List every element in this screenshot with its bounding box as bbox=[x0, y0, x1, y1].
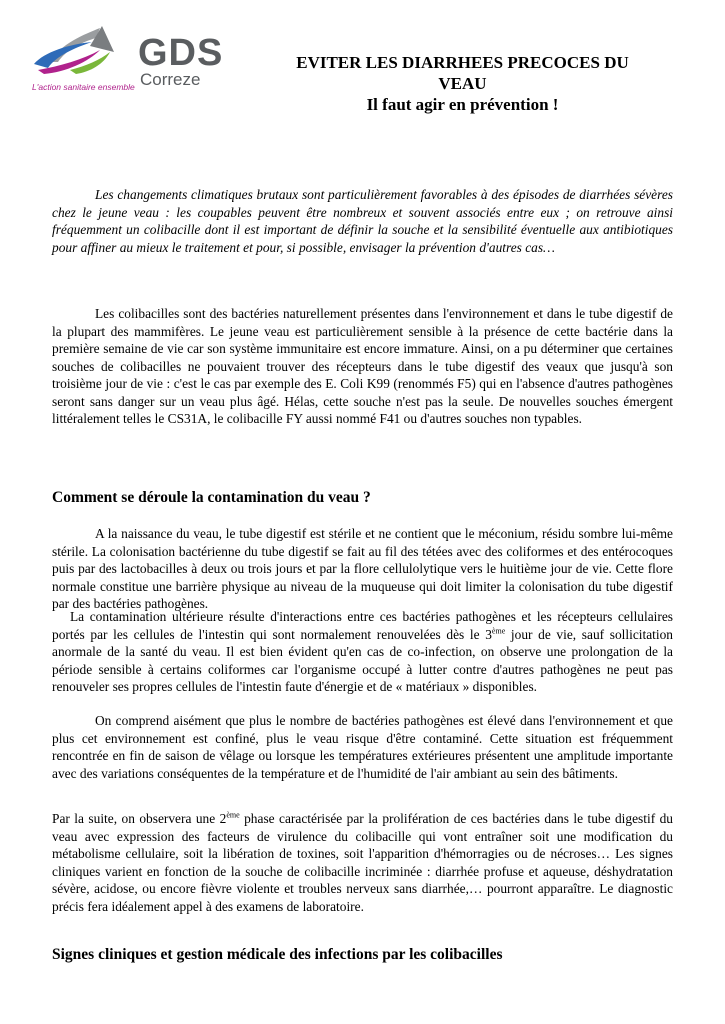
logo-tagline: L'action sanitaire ensemble bbox=[32, 82, 135, 92]
paragraph-deuxieme-phase bbox=[52, 810, 673, 915]
superscript-eme: ème bbox=[491, 626, 506, 636]
section-heading-signes-cliniques: Signes cliniques et gestion médicale des infections par les colibacilles bbox=[52, 946, 503, 963]
title-line-1: EVITER LES DIARRHEES PRECOCES DU bbox=[296, 53, 629, 72]
title-line-3: Il faut agir en prévention ! bbox=[366, 95, 559, 114]
logo-name: GDS bbox=[138, 32, 224, 74]
paragraph-naissance: A la naissance du veau, le tube digestif est stérile et ne contient que le méconium, résidu sombre lui-même stérile. La colonisation bactérienne du tube digestif se fait au fil des tétées avec des coliformes et des entérocoques puis par des lactobacilles à deux ou trois jours et par la flore cellulolytique vers le huitième jour de vie. Cette flore normale constitue une barrière physique au niveau de la muqueuse qui doit limiter la colonisation du tube digestif par des bactéries pathogènes. bbox=[52, 526, 673, 611]
paragraph-environnement: On comprend aisément que plus le nombre de bactéries pathogènes est élevé dans l'environnement et que plus cet environnement est confiné, plus le veau risque d'être contaminé. Cette situation est fréquemment rencontrée en fin de saison de vêlage ou lorsque les températures extérieures présentent une amplitude importante avec des variations conséquentes de la température et de l'humidité de l'air ambiant au sein des bâtiments. bbox=[52, 713, 673, 781]
paragraph-contamination-start: La contamination ultérieure résulte d'interactions entre ces bactéries pathogènes et les récepteurs cellulaires portés par les cellules de l'intestin qui sont normalement renouvelées dès le 3 bbox=[52, 609, 673, 642]
logo-swoosh-icon bbox=[30, 22, 140, 84]
paragraph-colibacilles: Les colibacilles sont des bactéries naturellement présentes dans l'environnement et dans le tube digestif de la plupart des mammifères. Le jeune veau est particulièrement sensible à la présence de cette bactérie dans la première semaine de vie car son système immunitaire est encore immature. Ainsi, on a pu déterminer que certaines souches de colibacilles ne pouvaient trouver des récepteurs dans le tube digestif des veaux que jusqu'à son troisième jour de vie : c'est le cas par exemple des E. Coli K99 (renommés F5) qui en l'absence d'autres pathogènes seront sans danger sur un veau plus âgé. Hélas, cette souche n'est pas la seule. De nouvelles souches émergent littéralement telles le CS31A, le colibacille FY aussi nommé F41 ou d'autres souches non typables. bbox=[52, 306, 673, 426]
paragraph-contamination-end: jour de vie, sauf sollicitation anormale de la santé du veau. Il est bien évident qu'en cas de co-infection, on observe une prolongation de la période sensible à certains coliformes car l'organisme occupé à lutter contre d'autres pathogènes ne peut pas renouveler ses propres cellules de l'intestin faute d'énergie et de « matériaux » disponibles. bbox=[52, 626, 673, 694]
superscript-eme: ème bbox=[226, 810, 240, 820]
paragraph-contamination bbox=[52, 608, 673, 696]
section-heading-contamination: Comment se déroule la contamination du veau ? bbox=[52, 489, 371, 506]
intro-paragraph: Les changements climatiques brutaux sont particulièrement favorables à des épisodes de diarrhées sévères chez le jeune veau : les coupables peuvent être nombreux et souvent associés entre eux ; on retrouve ainsi fréquemment un colibacille dont il est important de définir la souche et la sensibilité éventuelle aux antibiotiques pour affiner au mieux le traitement et pour, si possible, envisager la prévention d'autres cas… bbox=[52, 187, 673, 255]
logo-region: Correze bbox=[140, 70, 201, 89]
page-title bbox=[250, 52, 675, 115]
paragraph-deuxieme-phase-end: phase caractérisée par la prolifération de ces bactéries dans le tube digestif du veau avec expression des facteurs de virulence du colibacille qui vont entraîner soit une modification du métabolisme cellulaire, soit la libération de toxines, soit l'apparition d'hémorragies ou de nécroses… Les signes cliniques varient en fonction de la souche de colibacille incriminée : diarrhée profuse et aqueuse, déshydratation sévère, acidose, ou encore fièvre violente et troubles nerveux sans diarrhée,… pourront apparaître. Le diagnostic précis fera idéalement appel à des examens de laboratoire. bbox=[52, 811, 673, 914]
gds-logo bbox=[30, 22, 230, 97]
title-line-2: VEAU bbox=[438, 74, 487, 93]
paragraph-deuxieme-phase-start: Par la suite, on observera une 2 bbox=[52, 811, 227, 826]
